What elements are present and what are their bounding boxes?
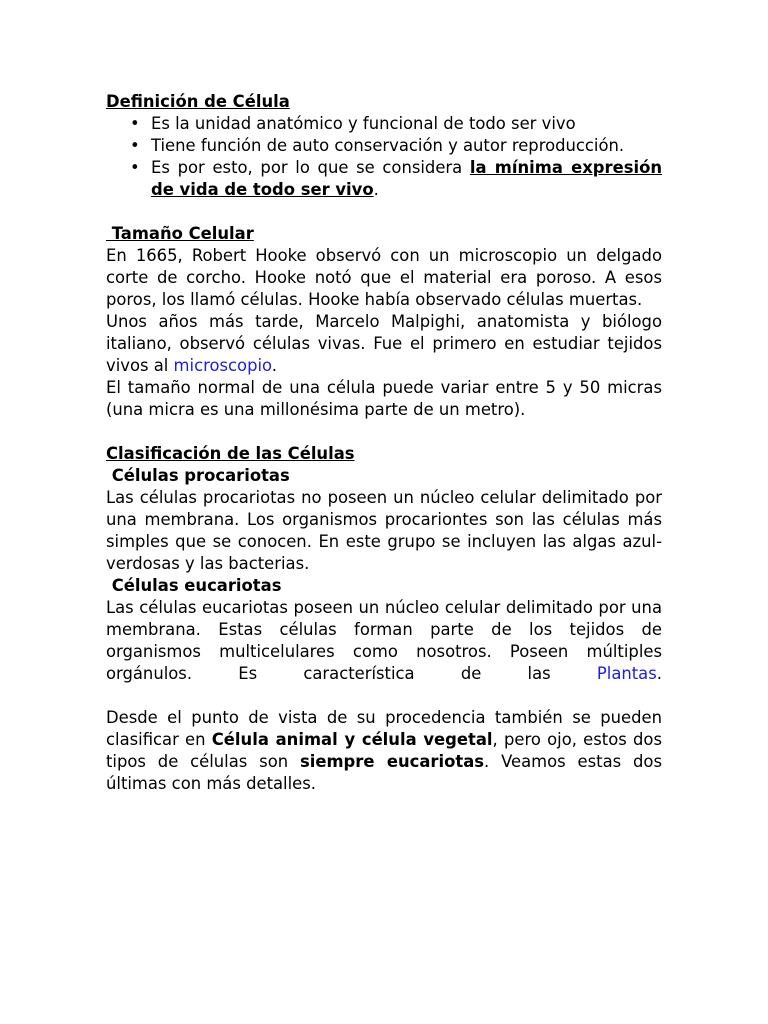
definicion-bullet-list: [106, 113, 662, 201]
bullet-emphasis: la mínima expresión de vida de todo ser vivo: [151, 158, 662, 199]
paragraph-text-end: .: [271, 356, 277, 375]
tamano-paragraph-1: En 1665, Robert Hooke observó con un microscopio un delgado corte de corcho. Hooke notó que el material era poroso. A esos poros, los llamó células. Hooke había observado células muertas.: [106, 246, 662, 309]
eucariotas-paragraph: [106, 597, 662, 685]
paragraph-text: , pero ojo, estos dos tipos de células son: [106, 730, 662, 771]
eucariotas-subheading: Células eucariotas: [106, 576, 282, 595]
bullet-text-end: .: [373, 180, 379, 199]
paragraph-text-end: . Veamos estas dos últimas con más detalles.: [106, 752, 662, 793]
paragraph-emphasis: siempre eucariotas: [299, 752, 485, 771]
paragraph-emphasis: Célula animal y célula vegetal: [211, 730, 493, 749]
spacer: [106, 685, 662, 707]
definicion-bullet-2: [106, 135, 662, 157]
paragraph-text: Unos años más tarde, Marcelo Malpighi, anatomista y biólogo italiano, observó células vivas. Fue el primero en estudiar tejidos vivos al: [106, 312, 662, 375]
tamano-heading: Tamaño Celular: [106, 224, 254, 243]
definicion-heading: Definición de Célula: [106, 92, 290, 111]
bullet-text: Es por esto, por lo que se considera: [151, 158, 470, 177]
procedencia-paragraph: [106, 707, 662, 795]
microscopio-link[interactable]: microscopio: [173, 356, 272, 375]
bullet-text: Tiene función de auto conservación y autor reproducción.: [151, 136, 625, 155]
spacer: [106, 201, 662, 223]
bullet-text: Es la unidad anatómico y funcional de todo ser vivo: [151, 114, 576, 133]
paragraph-text-end: .: [656, 664, 662, 683]
paragraph-text: Las células eucariotas poseen un núcleo celular delimitado por una membrana. Estas células forman parte de los tejidos de organismos multicelulares como nosotros. Poseen múltiples orgánulos. Es característica de las: [106, 598, 662, 683]
definicion-bullet-3: [106, 157, 662, 201]
paragraph-text: Desde el punto de vista de su procedencia también se pueden clasificar en: [106, 708, 662, 749]
plantas-link[interactable]: Plantas: [596, 664, 657, 683]
spacer: [106, 421, 662, 443]
clasificacion-heading: Clasificación de las Células: [106, 444, 355, 463]
tamano-paragraph-2: [106, 311, 662, 377]
definicion-bullet-1: [106, 113, 662, 135]
tamano-paragraph-3: El tamaño normal de una célula puede variar entre 5 y 50 micras (una micra es una millonésima parte de un metro).: [106, 378, 662, 419]
procariotas-paragraph: Las células procariotas no poseen un núcleo celular delimitado por una membrana. Los organismos procariontes son las células más simples que se conocen. En este grupo se incluyen las algas azul-verdosas y las bacterias.: [106, 488, 662, 573]
procariotas-subheading: Células procariotas: [106, 466, 290, 485]
